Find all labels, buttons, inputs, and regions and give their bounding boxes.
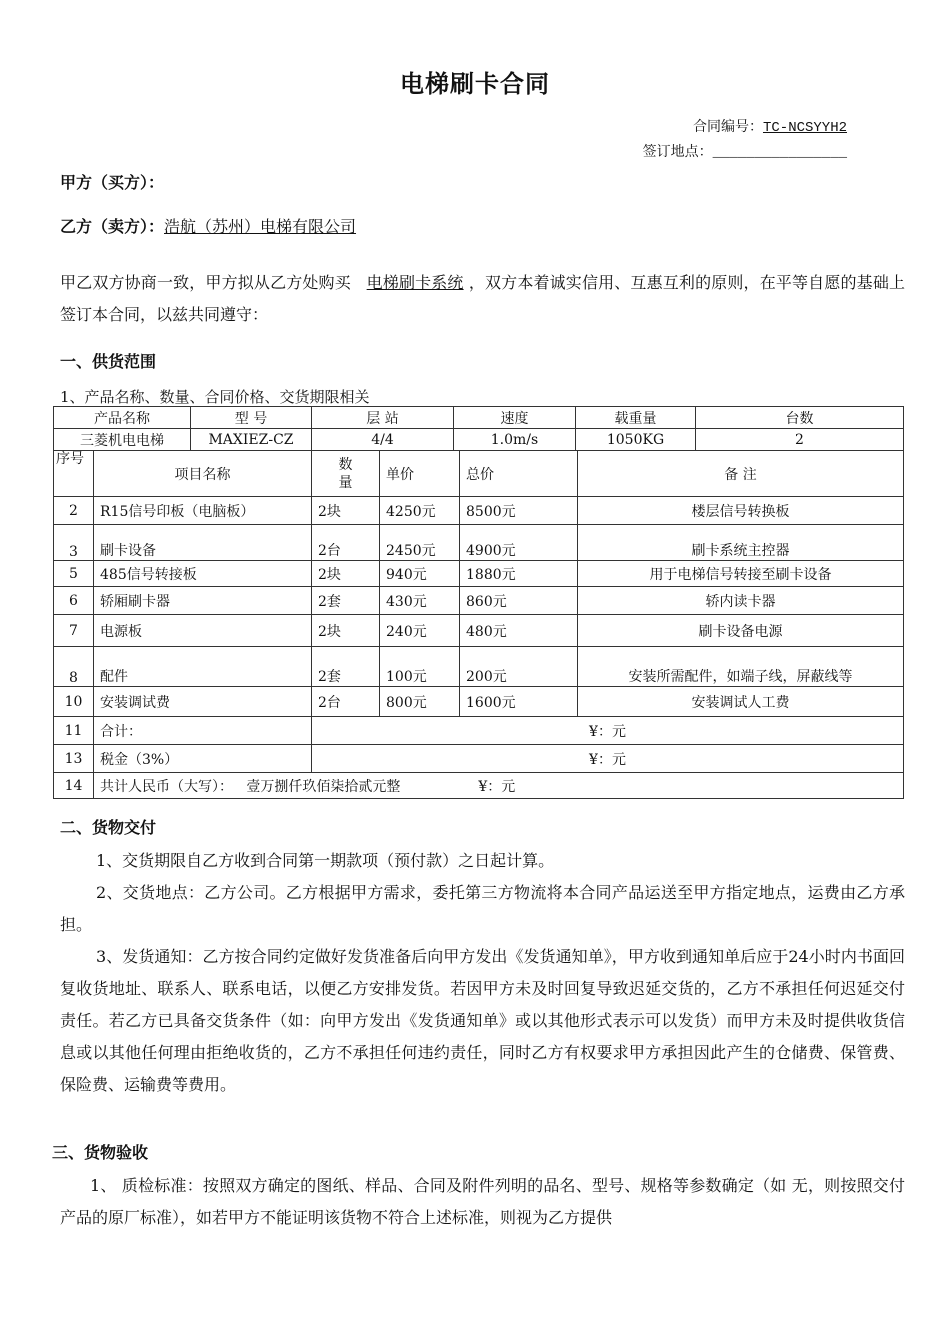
tax-row	[54, 745, 904, 773]
elevator-header-row	[54, 407, 904, 429]
grand-no: 14	[54, 773, 94, 799]
party-b-name: 浩航（苏州）电梯有限公司	[164, 217, 357, 236]
row-price: 100元	[380, 647, 460, 687]
row-price: 430元	[380, 587, 460, 615]
grand-value: ¥：元	[478, 778, 516, 795]
grand-words: 壹万捌仟玖佰柒拾贰元整	[246, 778, 401, 795]
section2-p2: 2、交货地点：乙方公司。乙方根据甲方需求，委托第三方物流将本合同产品运送至甲方指定地点，运费由乙方承担。	[60, 883, 905, 934]
row-note: 刷卡系统主控器	[578, 525, 904, 561]
row-name: 配件	[94, 647, 312, 687]
row-qty: 2块	[312, 615, 380, 647]
header-total: 总价	[460, 451, 578, 497]
header-qty: 数量	[312, 451, 380, 497]
row-name: 轿厢刷卡器	[94, 587, 312, 615]
row-no: 10	[54, 687, 94, 717]
header-name: 项目名称	[94, 451, 312, 497]
section2-heading: 二、货物交付	[60, 818, 157, 837]
row-total: 860元	[460, 587, 578, 615]
party-b-label: 乙方（卖方）：	[60, 217, 165, 236]
row-price: 800元	[380, 687, 460, 717]
table-row	[54, 561, 904, 587]
contract-number-value: TC-NCSYYH2	[762, 120, 847, 136]
contract-number-label: 合同编号：	[692, 119, 763, 135]
elevator-cell: MAXIEZ-CZ	[191, 429, 312, 451]
elevator-cell: 三菱机电电梯	[54, 429, 191, 451]
row-total: 480元	[460, 615, 578, 647]
grand-total-cell	[94, 773, 904, 799]
items-table	[53, 450, 904, 799]
row-no: 5	[54, 561, 94, 587]
page-title: 电梯刷卡合同	[400, 70, 550, 98]
intro-pre: 甲乙双方协商一致，甲方拟从乙方处购买	[60, 273, 351, 292]
tax-no: 13	[54, 745, 94, 773]
row-no: 3	[54, 525, 94, 561]
table-row	[54, 615, 904, 647]
elevator-cell: 4/4	[312, 429, 454, 451]
elevator-header-cell: 层 站	[312, 407, 454, 429]
row-no: 6	[54, 587, 94, 615]
row-name: 电源板	[94, 615, 312, 647]
subtotal-value: ¥：元	[312, 717, 904, 745]
row-price: 4250元	[380, 497, 460, 525]
section2-p1: 1、交货期限自乙方收到合同第一期款项（预付款）之日起计算。	[96, 851, 555, 870]
row-total: 1600元	[460, 687, 578, 717]
row-note: 刷卡设备电源	[578, 615, 904, 647]
elevator-cell: 1050KG	[576, 429, 696, 451]
elevator-data-row	[54, 429, 904, 451]
grand-label: 共计人民币（大写）：	[100, 778, 233, 795]
subtotal-label: 合计：	[94, 717, 312, 745]
elevator-cell: 2	[696, 429, 904, 451]
row-name: R15信号印板（电脑板）	[94, 497, 312, 525]
row-note: 轿内读卡器	[578, 587, 904, 615]
party-a-label: 甲方（买方）：	[60, 173, 165, 192]
sign-place	[643, 141, 847, 161]
elevator-header-cell: 速度	[454, 407, 576, 429]
table-row	[54, 587, 904, 615]
row-note: 安装所需配件，如端子线，屏蔽线等	[578, 647, 904, 687]
row-price: 240元	[380, 615, 460, 647]
row-total: 8500元	[460, 497, 578, 525]
section1-heading: 一、供货范围	[60, 352, 157, 371]
row-qty: 2台	[312, 525, 380, 561]
row-total: 4900元	[460, 525, 578, 561]
elevator-header-cell: 型 号	[191, 407, 312, 429]
row-no: 7	[54, 615, 94, 647]
elevator-table	[53, 406, 904, 451]
row-name: 485信号转接板	[94, 561, 312, 587]
header-note: 备 注	[578, 451, 904, 497]
tax-value: ¥：元	[312, 745, 904, 773]
row-price: 940元	[380, 561, 460, 587]
row-total: 200元	[460, 647, 578, 687]
sign-place-label: 签订地点：	[642, 144, 713, 160]
section3-p1: 1、 质检标准：按照双方确定的图纸、样品、合同及附件列明的品名、型号、规格等参数确定（如 无，则按照交付产品的原厂标准），如若甲方不能证明该货物不符合上述标准，则视为乙方提供	[60, 1176, 905, 1227]
row-name: 刷卡设备	[94, 525, 312, 561]
party-b	[60, 214, 356, 237]
subtotal-no: 11	[54, 717, 94, 745]
row-qty: 2块	[312, 497, 380, 525]
header-price: 单价	[380, 451, 460, 497]
row-no: 2	[54, 497, 94, 525]
elevator-header-cell: 产品名称	[54, 407, 191, 429]
row-no: 8	[54, 647, 94, 687]
row-note: 安装调试人工费	[578, 687, 904, 717]
row-qty: 2套	[312, 587, 380, 615]
grand-total-row	[54, 773, 904, 799]
section3-heading: 三、货物验收	[52, 1143, 149, 1162]
table-row	[54, 525, 904, 561]
section2-p3: 3、发货通知：乙方按合同约定做好发货准备后向甲方发出《发货通知单》，甲方收到通知单后应于24小时内书面回复收货地址、联系人、联系电话，以便乙方安排发货。若因甲方未及时回复导致迟延交货的，乙方不承担任何迟延交付责任。若乙方已具备交货条件（如：向甲方发出《发货通知单》或以其他形式表示可以发货）而甲方未及时提供收货信息或以其他任何理由拒绝收货的，乙方不承担任何违约责任，同时乙方有权要求甲方承担因此产生的仓储费、保管费、保险费、运输费等费用。	[60, 947, 905, 1094]
intro-product: 电梯刷卡系统	[366, 273, 464, 292]
row-note: 用于电梯信号转接至刷卡设备	[578, 561, 904, 587]
table-row	[54, 687, 904, 717]
row-qty: 2套	[312, 647, 380, 687]
elevator-cell: 1.0m/s	[454, 429, 576, 451]
intro-post: ，双方本着诚实信用、互惠互利的原则，在平等自愿的基础上签订本合同，以兹共同遵守：	[60, 273, 905, 324]
sign-place-blank: ________________	[712, 145, 847, 161]
header-no: 序号	[54, 451, 94, 497]
intro-paragraph	[60, 267, 905, 331]
row-price: 2450元	[380, 525, 460, 561]
row-qty: 2块	[312, 561, 380, 587]
table-row	[54, 497, 904, 525]
row-name: 安装调试费	[94, 687, 312, 717]
contract-number	[693, 116, 847, 136]
tax-label: 税金（3%）	[94, 745, 312, 773]
row-note: 楼层信号转换板	[578, 497, 904, 525]
party-a	[60, 170, 164, 193]
table-row	[54, 647, 904, 687]
subtotal-row	[54, 717, 904, 745]
elevator-header-cell: 载重量	[576, 407, 696, 429]
items-header-row	[54, 451, 904, 497]
row-qty: 2台	[312, 687, 380, 717]
row-total: 1880元	[460, 561, 578, 587]
elevator-header-cell: 台数	[696, 407, 904, 429]
section1-sub: 1、产品名称、数量、合同价格、交货期限相关	[60, 388, 370, 406]
